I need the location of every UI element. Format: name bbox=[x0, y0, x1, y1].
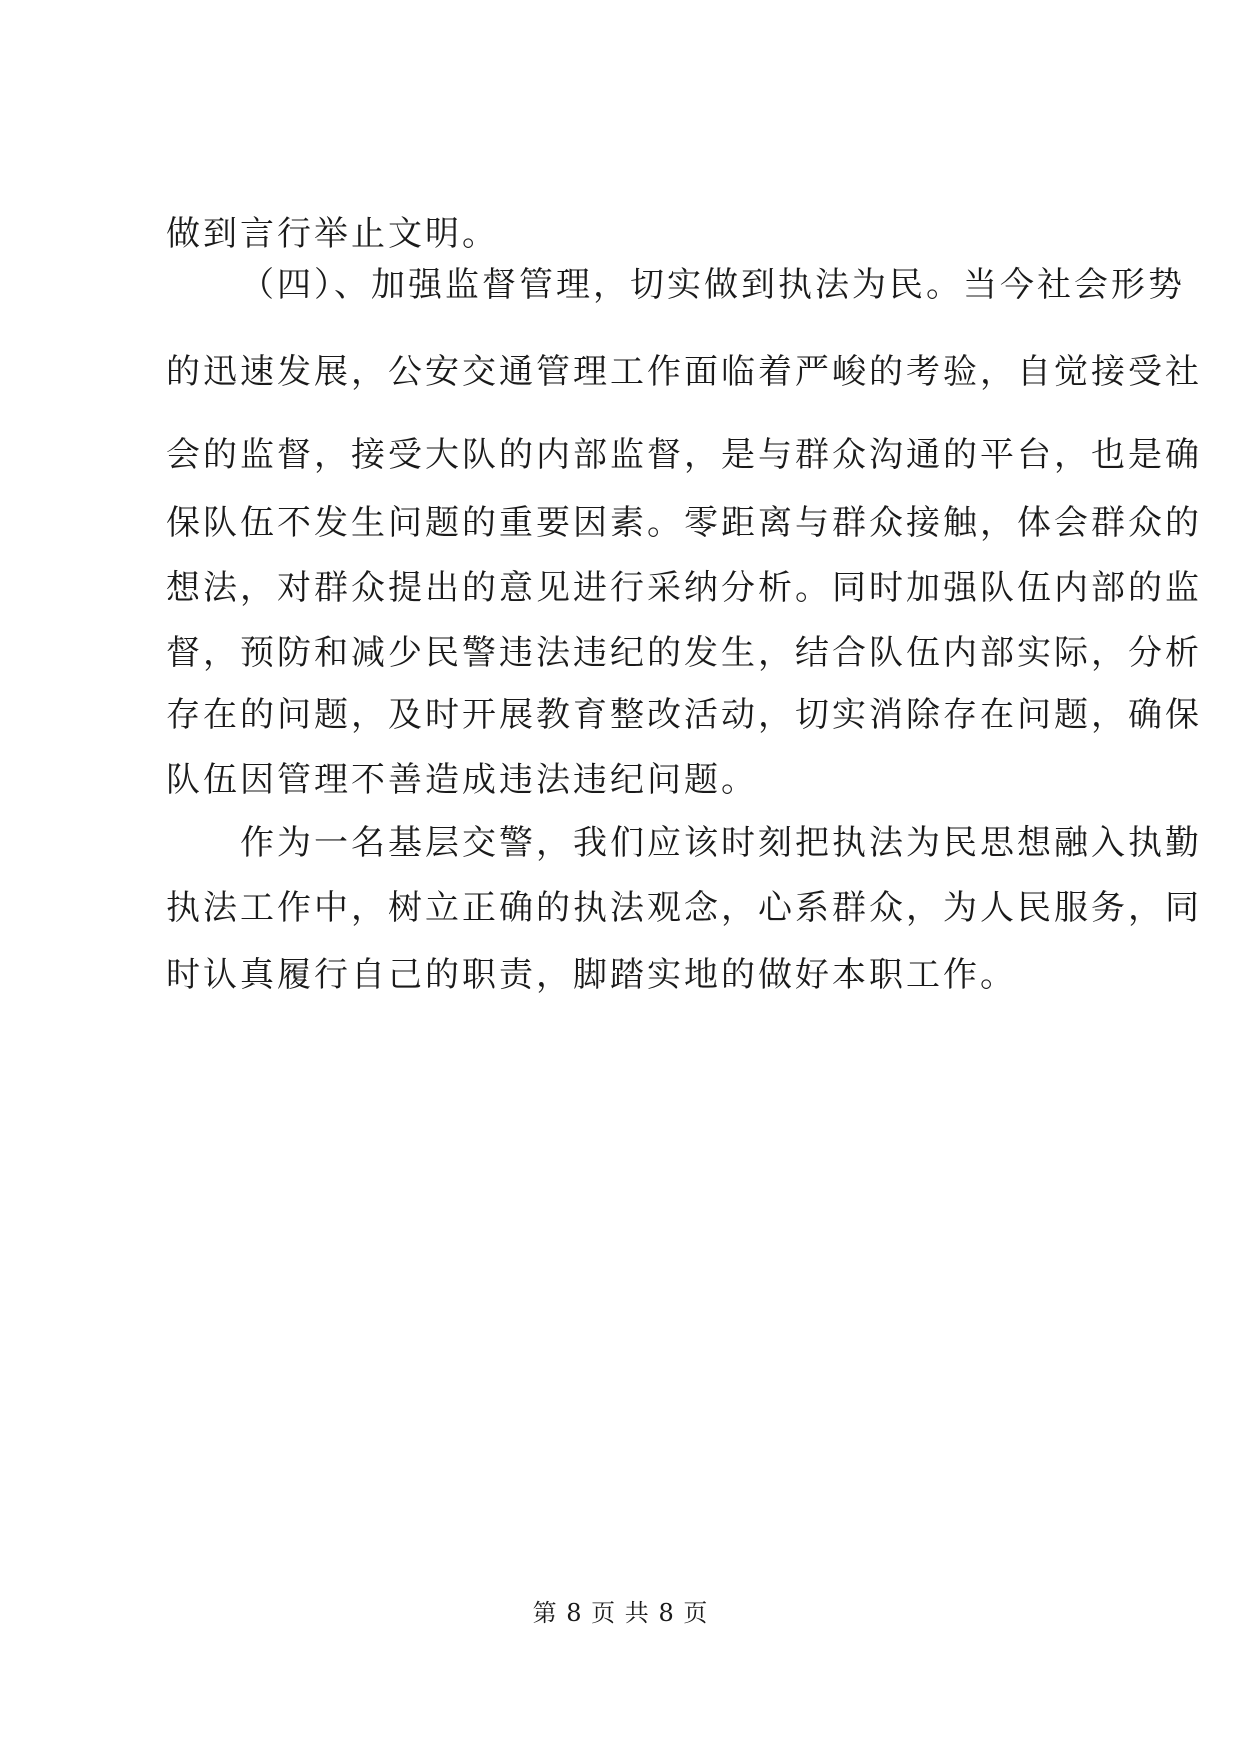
text-line: （四）、加强监督管理，切实做到执法为民。当今社会形势 bbox=[240, 265, 1185, 305]
text-line: 时认真履行自己的职责，脚踏实地的做好本职工作。 bbox=[166, 955, 1017, 995]
text-line: 队伍因管理不善造成违法违纪问题。 bbox=[166, 760, 758, 800]
text-line: 作为一名基层交警，我们应该时刻把执法为民思想融入执勤 bbox=[240, 823, 1202, 863]
text-line: 会的监督，接受大队的内部监督，是与群众沟通的平台，也是确 bbox=[166, 435, 1202, 475]
page-number-footer: 第 8 页 共 8 页 bbox=[532, 1599, 709, 1627]
text-line: 督，预防和减少民警违法违纪的发生，结合队伍内部实际，分析 bbox=[166, 633, 1202, 673]
text-line: 保队伍不发生问题的重要因素。零距离与群众接触，体会群众的 bbox=[166, 503, 1202, 543]
text-line: 存在的问题，及时开展教育整改活动，切实消除存在问题，确保 bbox=[166, 695, 1202, 735]
text-line: 的迅速发展，公安交通管理工作面临着严峻的考验，自觉接受社 bbox=[166, 352, 1202, 392]
text-line: 想法，对群众提出的意见进行采纳分析。同时加强队伍内部的监 bbox=[166, 568, 1202, 608]
text-line: 做到言行举止文明。 bbox=[166, 214, 499, 254]
text-line: 执法工作中，树立正确的执法观念，心系群众，为人民服务，同 bbox=[166, 888, 1202, 928]
